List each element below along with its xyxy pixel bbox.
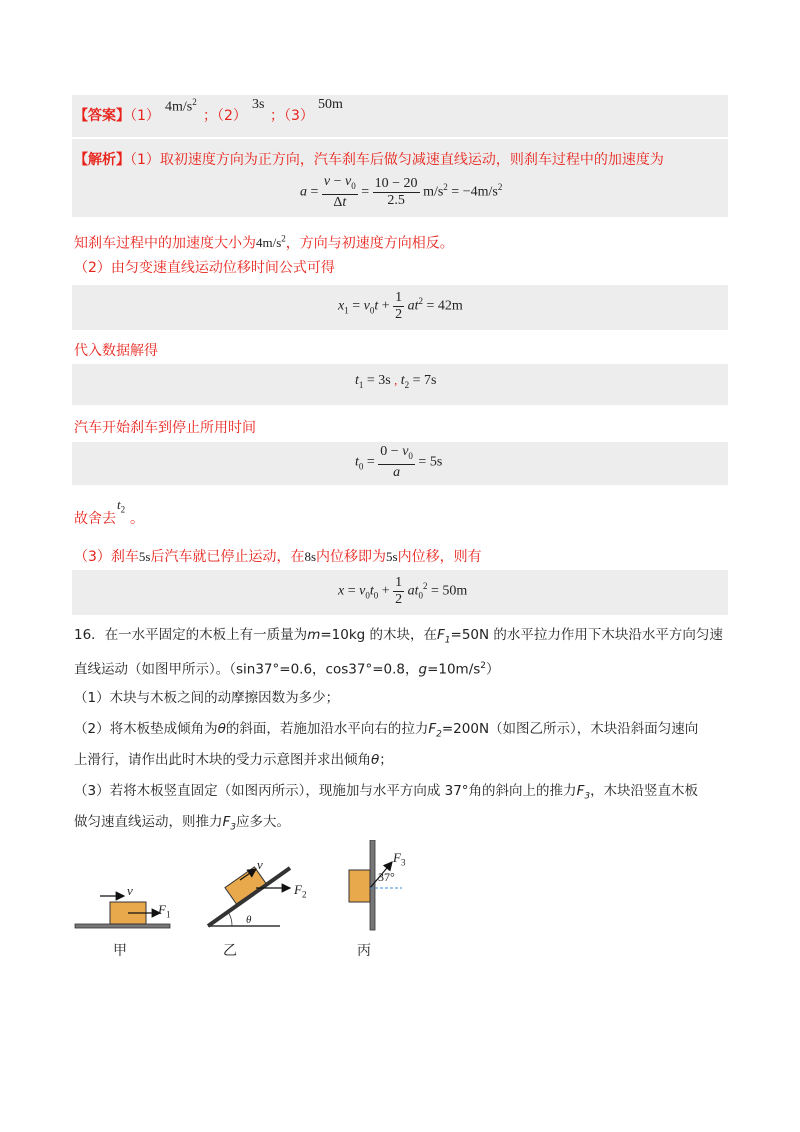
question-part-2-line-2: 上滑行，请作出此时木块的受力示意图并求出倾角θ； bbox=[74, 752, 393, 768]
question-line-1: 16．在一水平固定的木板上有一质量为m=10kg 的木块，在$F_1=50N$ 的水平拉力作用下木块沿水平方向匀速 bbox=[74, 627, 723, 646]
question-part-3: （3）若将木板竖直固定（如图丙所示），现施加与水平方向成 37°角的斜向上的推力$F_3$，木块沿竖直木板 bbox=[74, 783, 699, 802]
yi-angle-arc bbox=[228, 912, 232, 926]
discard-line: 故舍去 。 bbox=[74, 511, 144, 527]
question-part-3-line-2: 做匀速直线运动，则推力$F_3$应多大。 bbox=[74, 814, 290, 833]
jia-force-label: $F_1$ bbox=[158, 902, 171, 920]
answer-sep-1: ；（2） bbox=[203, 108, 247, 124]
step2-result-intro: 代入数据解得 bbox=[74, 343, 158, 359]
jia-caption: 甲 bbox=[113, 943, 127, 959]
figure-jia bbox=[75, 896, 170, 928]
answer-line: 【答案】（1） bbox=[74, 108, 160, 124]
acceleration-formula: a = $\frac{v - v_0}{\Delta t}$ = $\frac{10 - 20}{2.5}$ $m/s^2 = -4m/s^2$ bbox=[300, 174, 503, 210]
yi-velocity-label: v bbox=[257, 857, 263, 872]
time-solutions: $t_1 = 3s$ , $t_2 = 7s$ bbox=[355, 373, 437, 390]
jia-velocity-label: v bbox=[127, 883, 133, 898]
bing-block bbox=[349, 870, 370, 902]
bing-force-label: $F_3$ bbox=[393, 850, 406, 868]
discard-t2: $t_2$ bbox=[117, 497, 126, 515]
bing-caption: 丙 bbox=[357, 943, 371, 959]
answer-label: 【答案】 bbox=[74, 108, 130, 124]
answer-value-3: 50m bbox=[318, 97, 343, 112]
step1-conclusion: 知刹车过程中的加速度大小为$4m/s^2$，方向与初速度方向相反。 bbox=[74, 234, 454, 252]
answer-value-2: 3s bbox=[252, 97, 265, 112]
answer-value-1: $4m/s^2$ bbox=[165, 97, 197, 115]
stop-time-formula: $t_0$ = $\frac{0 - v_0}{a}$ = 5s bbox=[355, 444, 443, 480]
yi-caption: 乙 bbox=[223, 943, 237, 959]
step3-intro: （3）刹车5s后汽车就已停止运动，在8s内位移即为5s内位移，则有 bbox=[74, 549, 482, 565]
yi-angle-label: θ bbox=[246, 914, 252, 926]
bing-angle-label: 37° bbox=[378, 870, 395, 884]
jia-ground bbox=[75, 924, 170, 928]
yi-force-label: $F_2$ bbox=[294, 882, 307, 900]
displacement-formula: $x_1 = v_0t$ + $\frac{1}{2}$ $at^2 = 42m$ bbox=[338, 290, 463, 322]
stop-time-intro: 汽车开始刹车到停止所用时间 bbox=[74, 420, 256, 436]
final-displacement-formula: $x = v_0t_0$ + $\frac{1}{2}$ $at_0^2 = 50m$ bbox=[338, 575, 468, 607]
question-line-2: 直线运动（如图甲所示）。（sin37°=0.6，cos37°=0.8，$g=10m/s^2$） bbox=[74, 661, 500, 678]
step2-intro: （2）由匀变速直线运动位移时间公式可得 bbox=[74, 260, 335, 276]
question-part-2: （2）将木板垫成倾角为θ的斜面，若施加沿水平向右的拉力$F_2=200N$（如图乙所示），木块沿斜面匀速向 bbox=[74, 721, 699, 740]
analysis-step1-intro: 【解析】（1）取初速度方向为正方向，汽车刹车后做匀减速直线运动，则刹车过程中的加速度为 bbox=[74, 152, 664, 168]
answer-sep-2: ；（3） bbox=[270, 108, 314, 124]
question-part-1: （1）木块与木板之间的动摩擦因数为多少； bbox=[74, 690, 340, 706]
